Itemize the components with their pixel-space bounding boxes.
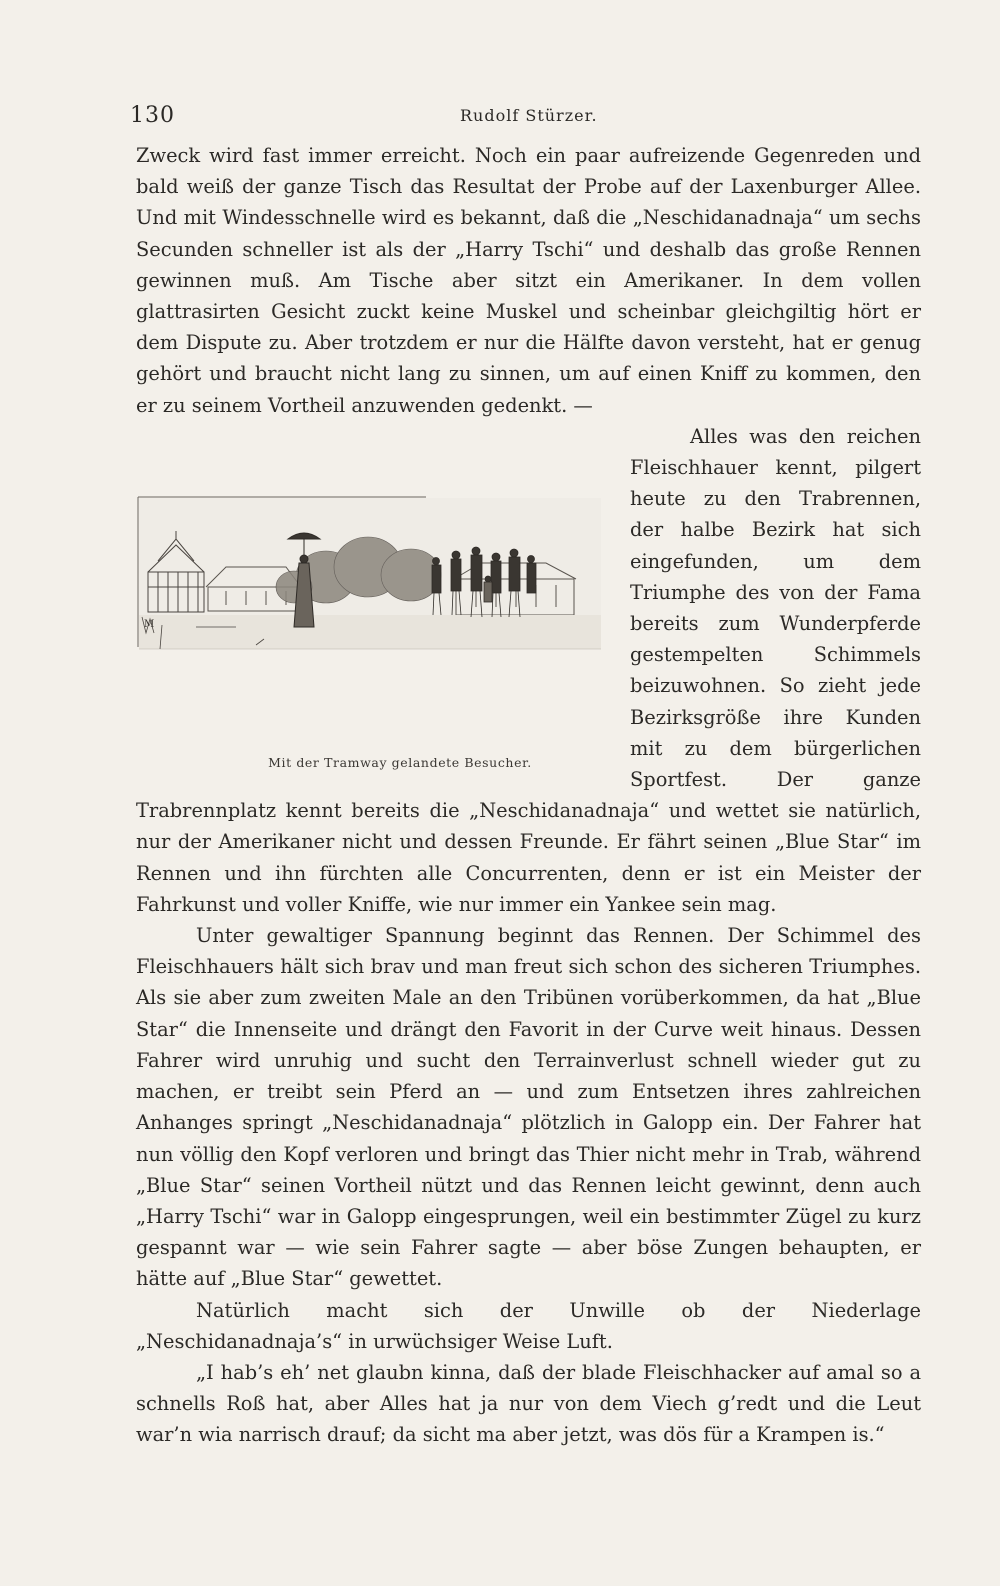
paragraph-3: Unter gewaltiger Spannung beginnt das Rennen. Der Schimmel des Fleischhauers hält sich brav und man freut sich schon des sicheren Triumphes. Als sie aber zum zweiten Male an den Tribünen vorüberkommen, da hat „Blue Star“ die Innenseite und drängt den Favorit in der Curve weit hinaus. Dessen Fahrer wird unruhig und sucht den Terrainverlust schnell wieder gut zu machen, er treibt sein Pferd an — und zum Entsetzen ihres zahlreichen Anhanges springt „Neschidanadnaja“ plötzlich in Galopp ein. Der Fahrer hat nun völlig den Kopf verloren und bringt das Thier nicht mehr in Trab, während „Blue Star“ seinen Vortheil nützt und das Rennen leicht gewinnt, denn auch „Harry Tschi“ war in Galopp eingesprungen, weil ein bestimmter Zügel zu kurz gespannt war — wie sein Fahrer sagte — aber böse Zungen behaupten, er hätte auf „Blue Star“ gewettet. [136,924,921,1291]
paragraph-5: „I hab’s eh’ net glaubn kinna, daß der blade Fleischhacker auf amal so a schnells Roß hat, aber Alles hat ja nur von dem Viech g’redt und die Leut war’n wia narrisch drauf; da sicht ma aber jetzt, was dös für a Krampen is.“ [136,1360,921,1447]
illustration-tramway-visitors [136,427,604,739]
illustration-figure [136,427,604,785]
running-title: Rudolf Stürzer. [460,106,598,125]
paragraph-4: Natürlich macht sich der Unwille ob der Niederlage „Neschidanadnaja’s“ in urwüchsiger Weise Luft. [136,1298,921,1353]
body-text [136,140,921,1451]
page-number: 130 [130,103,175,128]
paragraph-2-text: Alles was den reichen Fleischhauer kennt, pilgert heute zu den Trabrennen, der halbe Bezirk hat sich eingefunden, um dem Triumphe des von der Fama bereits zum Wunderpferde gestempelten Schimmels beizuwohnen. So zieht jede Bezirksgröße ihre Kunden mit zu dem bürgerlichen Sportfest. Der ganze Trabrennplatz kennt bereits die „Neschidanadnaja“ und wettet sie natürlich, nur der Amerikaner nicht und dessen Freunde. Er fährt seinen „Blue Star“ im Rennen und ihn fürchten alle Concurrenten, denn er ist ein Meister der Fahrkunst und voller Kniffe, wie nur immer ein Yankee sein mag. [136,424,921,916]
paragraph-2 [136,421,921,920]
running-head [130,103,920,133]
artist-signature: M [144,618,155,630]
paragraph-1: Zweck wird fast immer erreicht. Noch ein paar aufreizende Gegenreden und bald weiß der ganze Tisch das Resultat der Probe auf der Laxenburger Allee. Und mit Windesschnelle wird es bekannt, daß die „Neschidanadnaja“ um sechs Secunden schneller ist als der „Harry Tschi“ und deshalb das große Rennen gewinnen muß. Am Tische aber sitzt ein Amerikaner. In dem vollen glattrasirten Gesicht zuckt keine Muskel und scheinbar gleichgiltig hört er dem Dispute zu. Aber trotzdem er nur die Hälfte davon versteht, hat er genug gehört und braucht nicht lang zu sinnen, um auf einen Kniff zu kommen, den er zu seinem Vortheil anzuwenden gedenkt. — [136,144,921,417]
figure-caption: Mit der Tramway gelandete Besucher. [268,754,532,770]
